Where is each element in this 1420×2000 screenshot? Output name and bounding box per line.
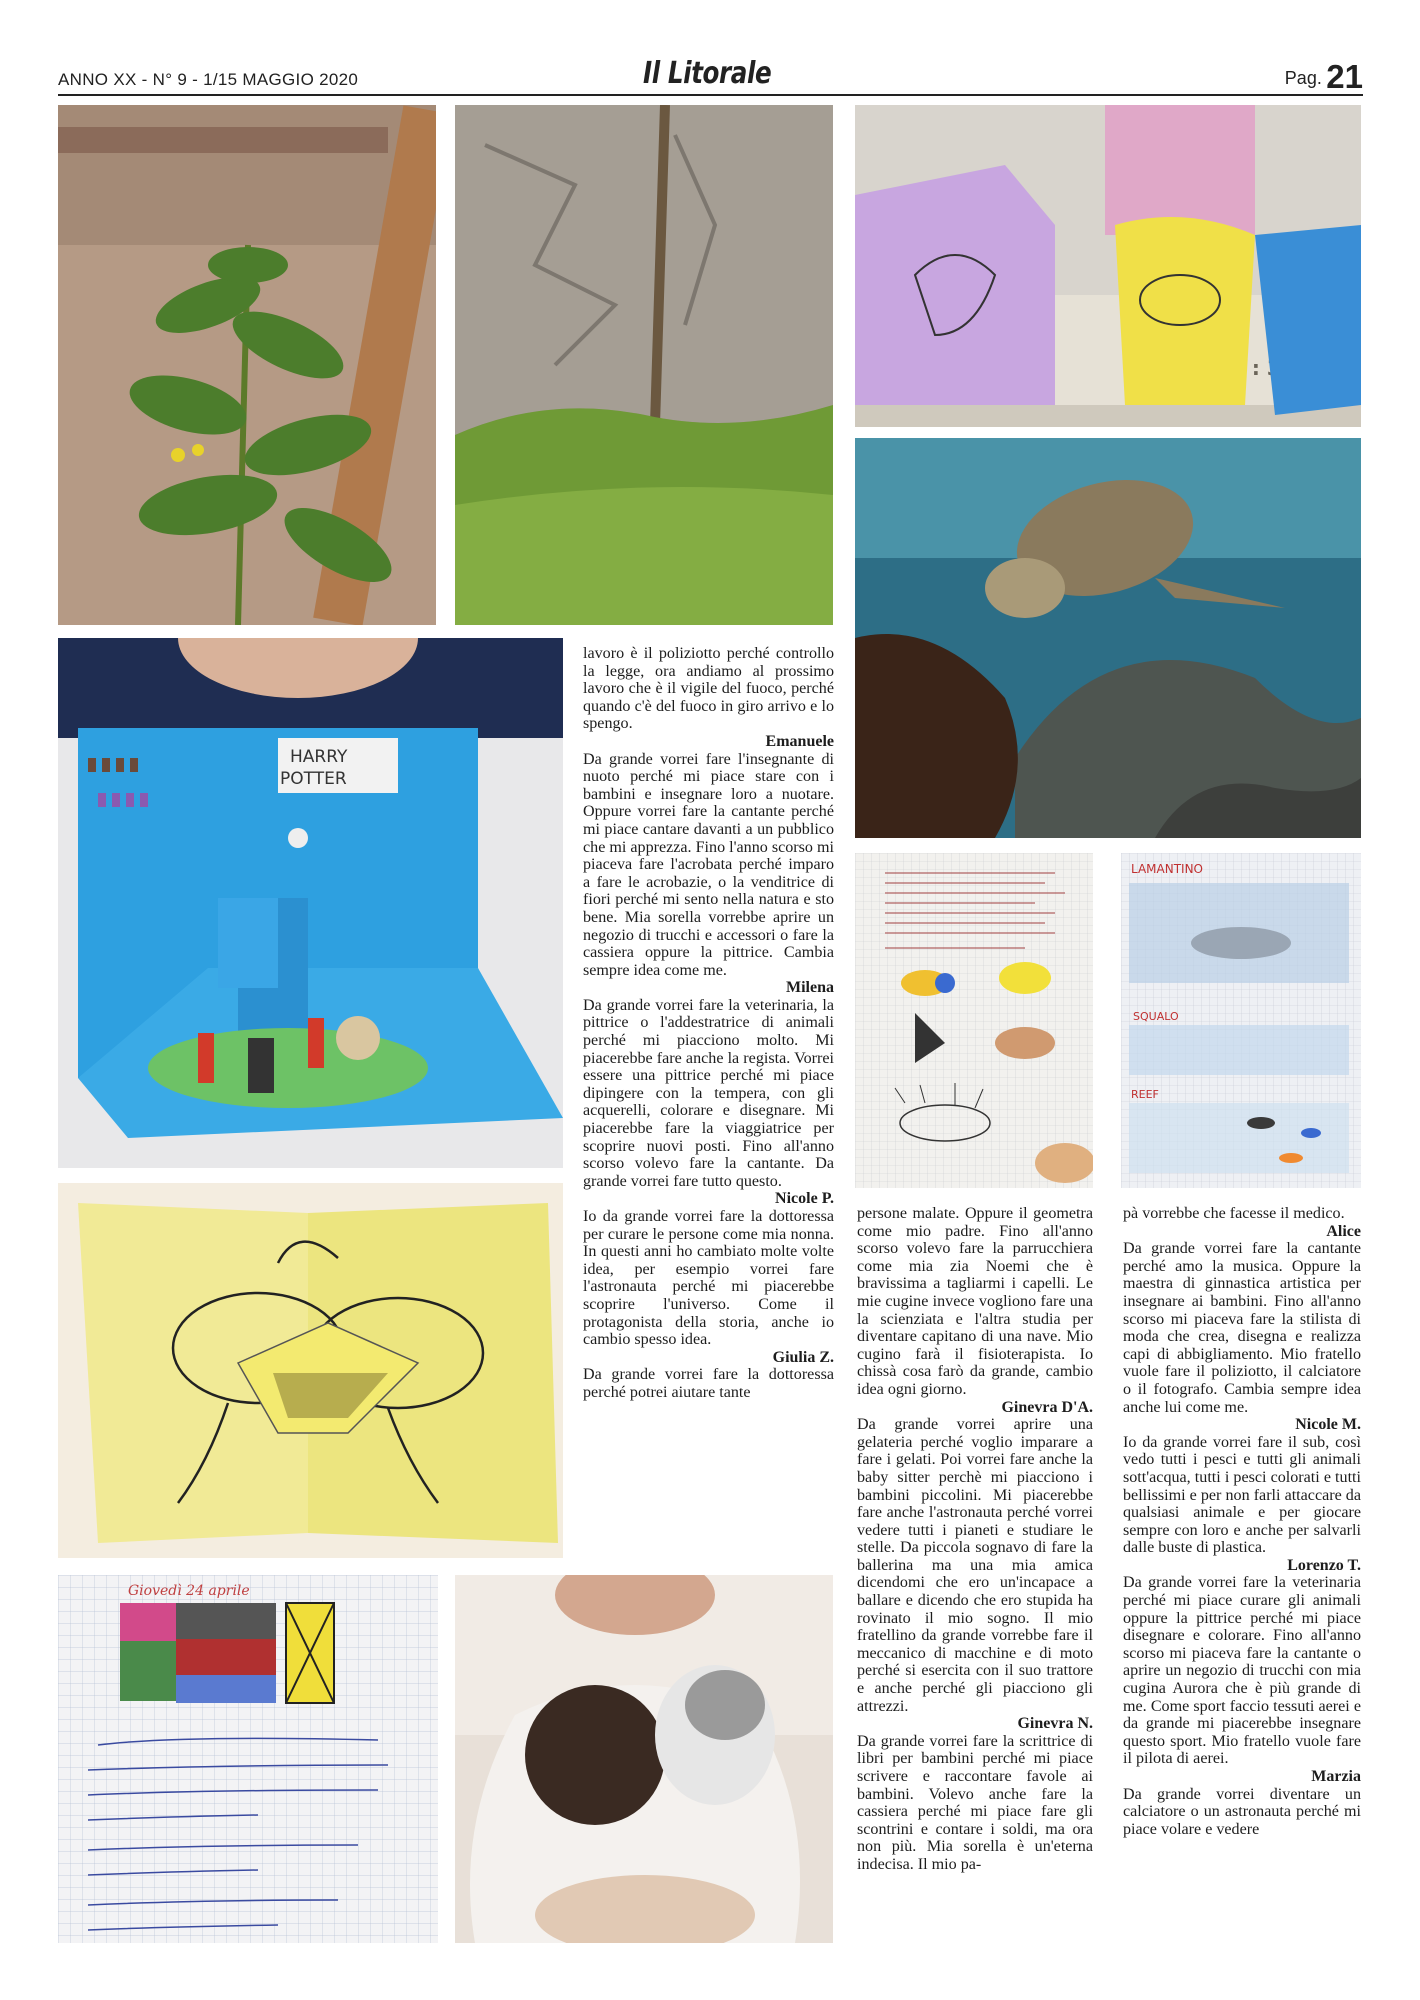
article-column-1: [583, 645, 834, 1402]
paragraph: Da grande vorrei fare la dottoressa perché potrei aiutare tante: [583, 1366, 834, 1401]
box-text: :: [1251, 356, 1260, 380]
article-column-3: [1123, 1205, 1361, 1838]
photo-aquarium-turtle: [855, 438, 1361, 838]
worksheet-label-2: SQUALO: [1133, 1010, 1179, 1023]
paragraph: lavoro è il poliziotto perché controllo la legge, ora andiamo al prossimo lavoro che è il vigile del fuoco, perché quando c'è del fuoco in giro arrivo e lo spengo.: [583, 645, 834, 733]
paragraph: Da grande vorrei fare la veterinaria perché mi piace curare gli animali oppure la pittrice perché mi piace disegnare e colorare. Fino all'anno scorso mi piaceva fare la cantante o aprire un negozio di trucchi con mia cugina Aurora che è più grande di me. Come sport faccio tessuti aerei e da grande mi piacerebbe insegnare questo sport. Mio fratello vuole fare il pilota di aerei.: [1123, 1574, 1361, 1768]
author-name: Emanuele: [765, 732, 834, 750]
photo-marine-worksheet: [1121, 853, 1361, 1188]
masthead-logo: Il Litorale: [643, 56, 772, 91]
page-number: [1285, 58, 1363, 96]
photo-paper-crafts: [855, 105, 1361, 427]
paragraph: Da grande vorrei diventare un calciatore o un astronauta perché mi piace volare e vedere: [1123, 1785, 1361, 1838]
author-name: Ginevra D'A.: [1001, 1398, 1093, 1416]
author-name: Alice: [1326, 1222, 1361, 1240]
worksheet-date: Giovedì 24 aprile: [128, 1583, 250, 1599]
photo-rock-garden: [455, 105, 833, 625]
page-header: [58, 56, 1363, 96]
paragraph: Da grande vorrei fare la veterinaria, la pittrice o l'addestratrice di animali perché mi piacciono molto. Mi piacerebbe fare anche la regista. Vorrei essere una pittrice perché mi piace dipingere con la tempera, con gli acquerelli, colorare e disegnare. Mi piacerebbe fare la viaggiatrice per scoprire nuovi posti. Fino all'anno scorso volevo fare la cantante. Da grande vorrei fare tutto questo.: [583, 996, 834, 1190]
issue-info: ANNO XX - N° 9 - 1/15 MAGGIO 2020: [58, 70, 359, 89]
author-name: Marzia: [1311, 1768, 1361, 1785]
photo-tomato-plant: [58, 105, 436, 625]
paragraph: Io da grande vorrei fare la dottoressa per curare le persone come mia nonna. In questi anni ho cambiato molte volte idea, per esempio vorrei fare l'astronauta perché mi piacerebbe scoprire l'universo. Come il protagonista della storia, anche io cambio spesso idea.: [583, 1208, 834, 1349]
photo-harry-potter-card: [58, 638, 563, 1168]
author-name: Nicole M.: [1295, 1416, 1361, 1434]
worksheet-label-3: REEF: [1131, 1088, 1159, 1101]
photo-geometry-worksheet: [58, 1575, 438, 1943]
worksheet-title: LAMANTINO: [1131, 862, 1203, 876]
paragraph: Da grande vorrei fare la scrittrice di libri per bambini perché mi piace scrivere e raccontare favole ai bambini. Volevo anche fare la cassiera perché mi piace fare gli scontrini e contare i soldi, ma ora non più. Mia sorella è un'eterna indecisa. Il mio pa-: [857, 1732, 1093, 1873]
paragraph: Da grande vorrei fare la cantante perché amo la musica. Oppure la maestra di ginnastica artistica per insegnare ai bambini. Fino all'anno scorso mi piaceva fare la stilista di moda che crea, disegna e realizza capi di abbigliamento. Mio fratello vuole fare il poliziotto, il calciatore o il fotografo. Cambia sempre idea anche lui come me.: [1123, 1240, 1361, 1416]
photo-child-kittens: [455, 1575, 833, 1943]
author-name: Nicole P.: [775, 1190, 834, 1208]
photo-frog-card: [58, 1183, 563, 1558]
photo-fish-worksheet: [855, 853, 1093, 1188]
author-name: Giulia Z.: [772, 1348, 834, 1366]
paragraph: Da grande vorrei aprire una gelateria perché voglio imparare a fare i gelati. Poi vorrei fare anche la baby sitter perchè mi piacciono i bambini piccolini. Mi piacerebbe fare anche l'astronauta perché vorrei vedere tutti i pianeti e studiare le stelle. Da piccola sognavo di fare la ballerina ma una mia amica dicendomi che ero un'incapace a ballare e dicendo che ero stupida ha rovinato il mio sogno. Il mio fratellino da grande vorrebbe fare il meccanico di macchine e di moto perché si esercita con il suo trattore e anche perché gli piacciono gli attrezzi.: [857, 1416, 1093, 1715]
author-name: Lorenzo T.: [1287, 1556, 1361, 1574]
page-number-value: 21: [1326, 58, 1363, 95]
card-sign-line1: HARRY: [290, 747, 348, 767]
paragraph: persone malate. Oppure il geometra come mio padre. Fino all'anno scorso volevo fare la parrucchiera come mia zia Noemi che è bravissima a tagliarmi i capelli. Le mie cugine invece vogliono fare una la scienziata e l'altra studia per diventare capitano di una nave. Mio cugino farà il fisioterapista. Io chissà cosa farò da grande, cambio idea ogni giorno.: [857, 1205, 1093, 1398]
author-name: Ginevra N.: [1017, 1715, 1093, 1733]
article-column-2: [857, 1205, 1093, 1874]
page-label: Pag.: [1284, 68, 1322, 88]
author-name: Milena: [786, 979, 834, 997]
card-sign-line2: POTTER: [280, 769, 347, 789]
paragraph: pà vorrebbe che facesse il medico.: [1123, 1205, 1345, 1222]
paragraph: Da grande vorrei fare l'insegnante di nuoto perché mi piace stare con i bambini e insegnare loro a nuotare. Oppure vorrei fare la cantante perché mi piace cantare davanti a un pubblico che mi apprezza. Fino l'anno scorso mi piaceva fare l'acrobata perché imparo a fare le acrobazie, o la venditrice di fiori perché mi sento nella natura e sto bene. Mia sorella vorrebbe aprire un negozio di trucchi e accessori o fare la cassiera oppure la pittrice. Cambia sempre idea come me.: [583, 750, 834, 979]
paragraph: Io da grande vorrei fare il sub, così vedo tutti i pesci e tutti gli animali sott'acqua, tutti i pesci colorati e tutti bellissimi e per non farli attaccare da qualsiasi animale e per giocare sempre con loro e anche per salvarli dalle buste di plastica.: [1123, 1433, 1361, 1557]
